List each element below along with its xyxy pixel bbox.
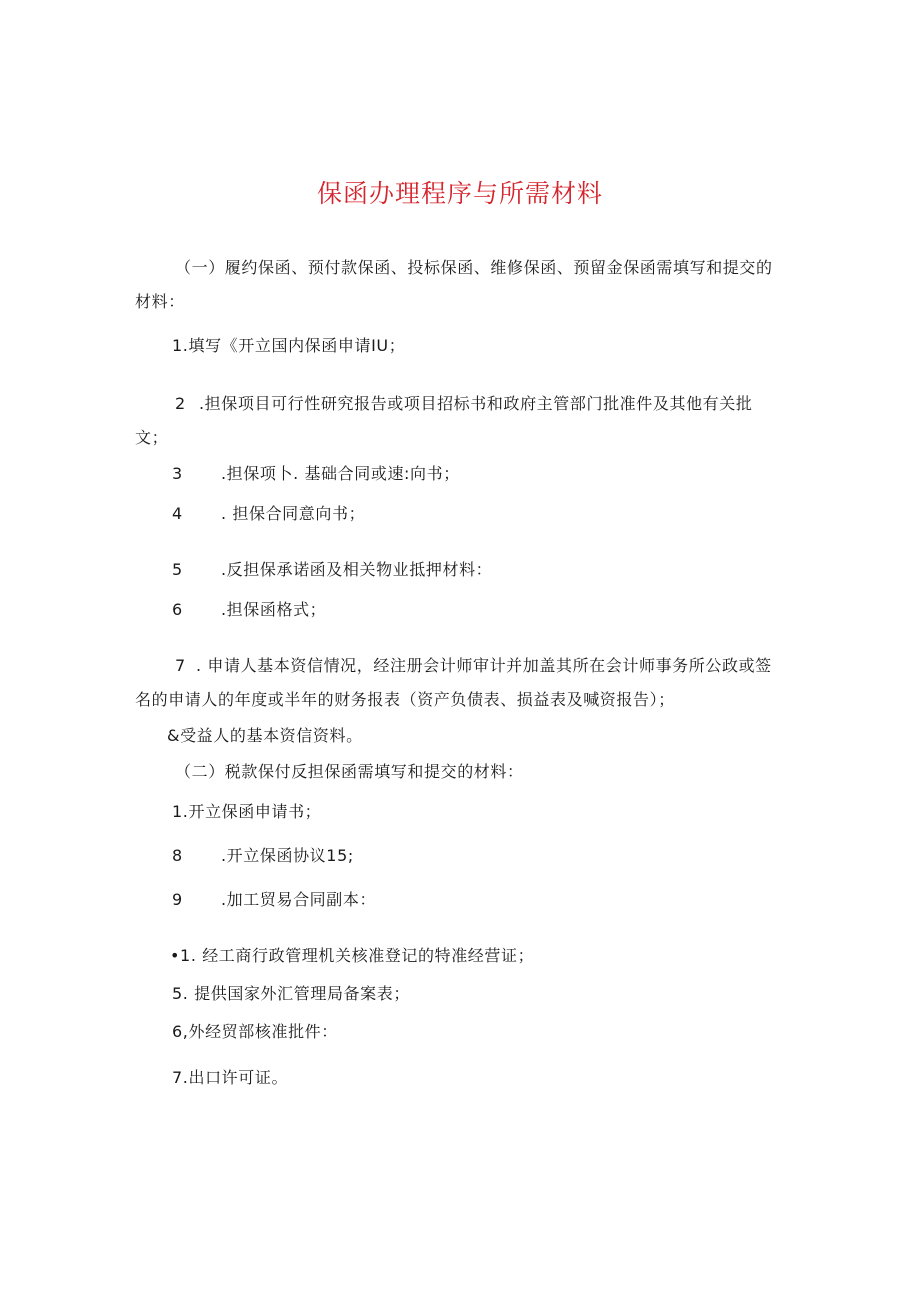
section2-item3-number: 9 xyxy=(172,890,183,909)
page-title: 保函办理程序与所需材料 xyxy=(316,179,603,208)
section1-item5-text: .反担保承诺函及相关物业抵押材料： xyxy=(221,560,493,579)
section1-item2-number: 2 xyxy=(175,394,186,413)
section1-item1: 1.填写《开立国内保函申请IU； xyxy=(172,336,406,355)
section2-item3-text: .加工贸易合同副本： xyxy=(221,890,377,909)
section1-item5-number: 5 xyxy=(172,560,183,579)
section1-item7-line2: 名的申请人的年度或半年的财务报表（资产负债表、损益表及喊资报告）； xyxy=(135,690,675,709)
section2-heading: （二）税款保付反担保函需填写和提交的材料： xyxy=(175,762,524,781)
section2-item6: 6,外经贸部核准批件： xyxy=(172,1022,338,1041)
section1-item7-number: 7 xyxy=(175,656,186,675)
section2-item4: •1. 经工商行政管理机关核准登记的特准经营证； xyxy=(170,946,535,965)
section1-item2-line2: 文； xyxy=(135,428,169,447)
section1-item4-number: 4 xyxy=(172,504,183,523)
section1-item3-number: 3 xyxy=(172,464,183,483)
section1-heading-line1: （一）履约保函、预付款保函、投标保函、维修保函、预留金保函需填写和提交的 xyxy=(175,258,773,277)
section1-item3-text: .担保项卜. 基础合同或速:向书； xyxy=(221,464,460,483)
section2-item7: 7.出口许可证。 xyxy=(172,1068,289,1087)
section2-item1: 1.开立保函申请书； xyxy=(172,802,322,821)
section1-item2-line1: .担保项目可行性研究报告或项目招标书和政府主管部门批准件及其他有关批 xyxy=(199,394,753,413)
section2-item2-number: 8 xyxy=(172,846,183,865)
section1-heading-line2: 材料： xyxy=(135,292,185,311)
section2-item5: 5. 提供国家外汇管理局备案表； xyxy=(172,984,410,1003)
section1-item6-text: .担保函格式； xyxy=(221,600,327,619)
section1-item7-line1: . 申请人基本资信情况，经注册会计师审计并加盖其所在会计师事务所公政或签 xyxy=(196,656,772,675)
section2-item2-text: .开立保函协议15; xyxy=(221,846,354,865)
section1-item6-number: 6 xyxy=(172,600,183,619)
section1-item8: &受益人的基本资信资料。 xyxy=(167,726,363,745)
section1-item4-text: . 担保合同意向书； xyxy=(221,504,366,523)
